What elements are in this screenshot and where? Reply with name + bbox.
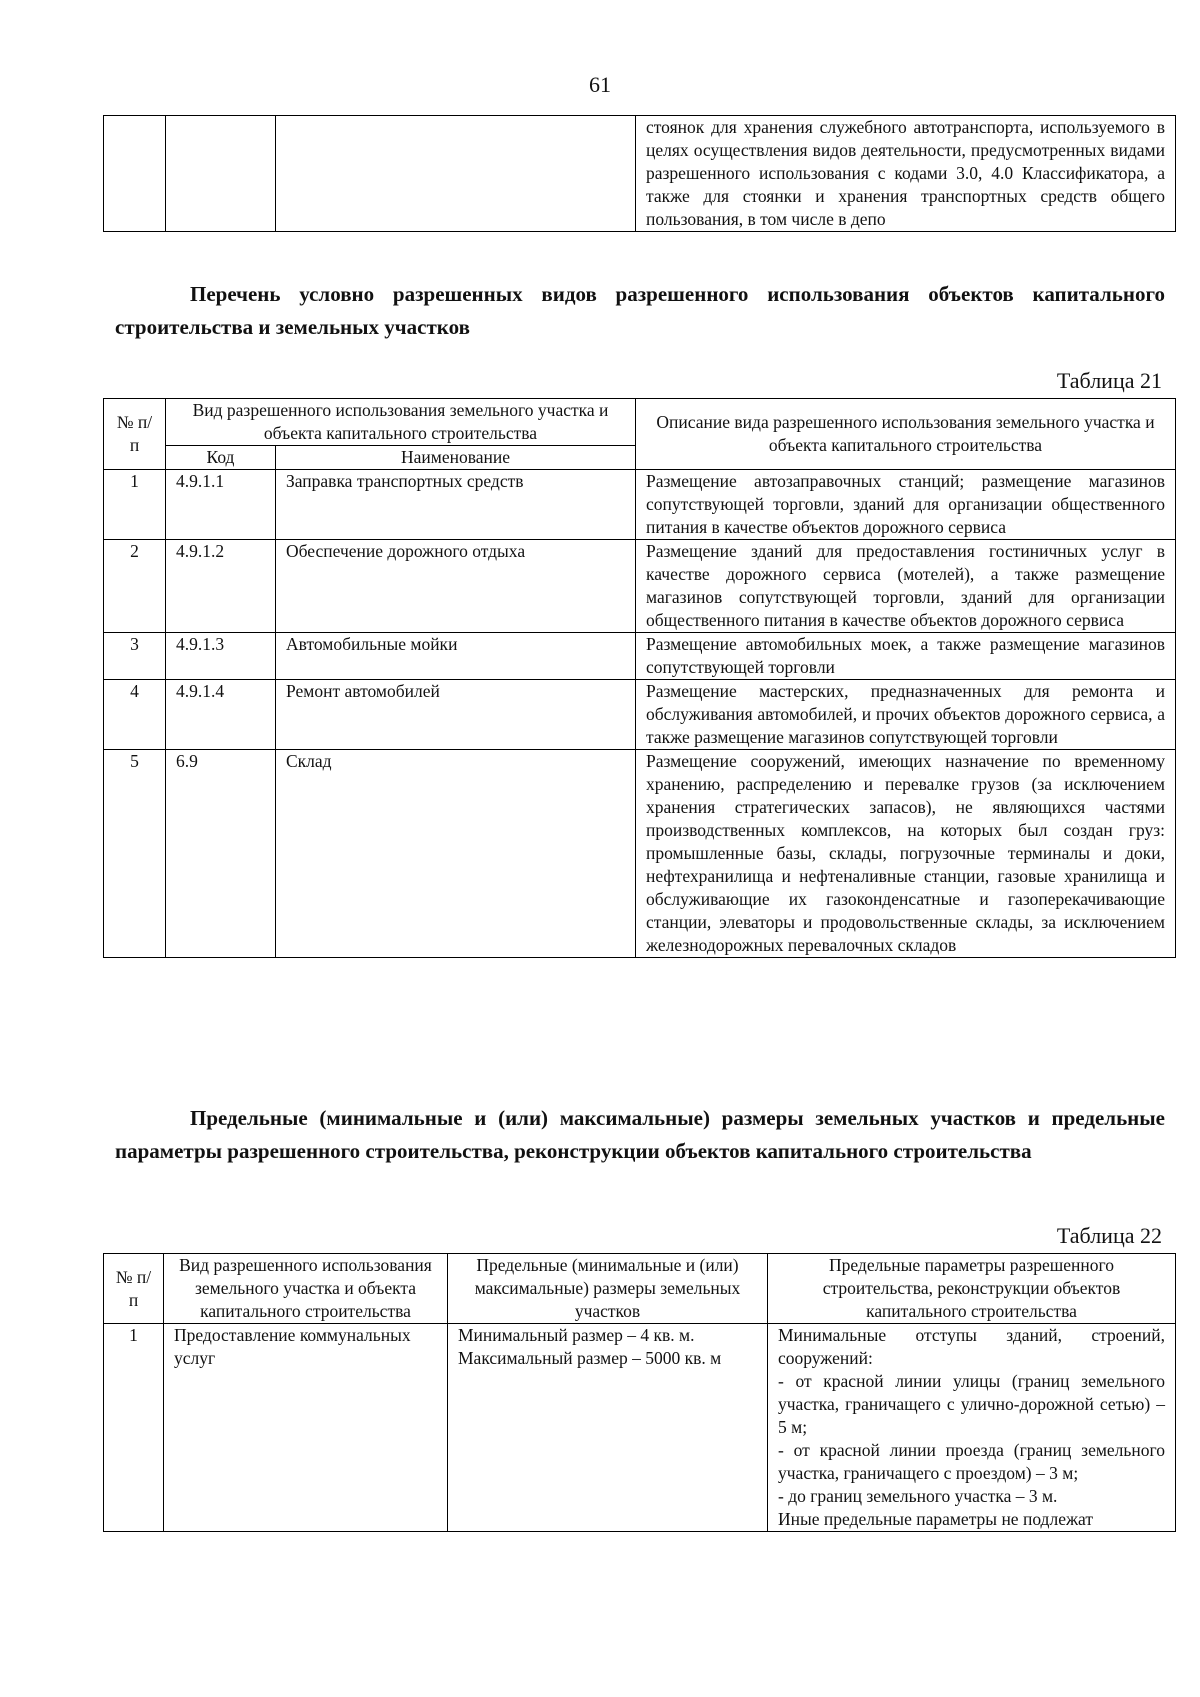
row-desc: Размещение мастерских, предназначенных для ремонта и обслуживания автомобилей, и прочих объектов дорожного сервиса, а также размещение магазинов сопутствующей торговли <box>636 680 1176 750</box>
row-code: 4.9.1.4 <box>166 680 276 750</box>
header-desc: Описание вида разрешенного использования земельного участка и объекта капитального строительства <box>636 399 1176 470</box>
table21-caption: Таблица 21 <box>1056 368 1162 393</box>
row-code: 4.9.1.2 <box>166 540 276 633</box>
table-row <box>104 116 1176 232</box>
table-header-row <box>104 1254 1176 1324</box>
heading-conditional-uses: Перечень условно разрешенных видов разрешенного использования объектов капитального строительства и земельных участков <box>115 282 1165 339</box>
row-num: 5 <box>104 750 166 958</box>
table-header-row <box>104 399 1176 446</box>
row-params <box>768 1324 1176 1532</box>
params-line: Минимальные отступы зданий, строений, сооружений: <box>778 1325 1165 1368</box>
params-line: - от красной линии улицы (границ земельного участка, граничащего с улично-дорожной сетью) – 5 м; <box>778 1371 1165 1437</box>
table-21 <box>103 398 1176 958</box>
table22-caption: Таблица 22 <box>1056 1223 1162 1248</box>
page-number: 61 <box>589 72 611 97</box>
row-name: Склад <box>276 750 636 958</box>
size-max: Максимальный размер – 5000 кв. м <box>458 1348 722 1368</box>
header-code: Код <box>166 446 276 470</box>
table-row <box>104 540 1176 633</box>
table-cell <box>276 116 636 232</box>
header-sizes: Предельные (минимальные и (или) максимальные) размеры земельных участков <box>448 1254 768 1324</box>
row-name: Ремонт автомобилей <box>276 680 636 750</box>
heading-size-limits: Предельные (минимальные и (или) максимальные) размеры земельных участков и предельные параметры разрешенного строительства, реконструкции объектов капитального строительства <box>115 1106 1165 1163</box>
row-kind: Предоставление коммунальных услуг <box>164 1324 448 1532</box>
row-desc: Размещение сооружений, имеющих назначение по временному хранению, распределению и перевалке грузов (за исключением хранения стратегических запасов), не являющихся частями производственных комплексов, на которых был создан груз: промышленные базы, склады, погрузочные терминалы и доки, нефтехранилища и нефтеналивные станции, газовые хранилища и обслуживающие их газоконденсатные и газоперекачивающие станции, элеваторы и продовольственные склады, за исключением железнодорожных перевалочных складов <box>636 750 1176 958</box>
row-num: 3 <box>104 633 166 680</box>
header-kind: Вид разрешенного использования земельного участка и объекта капитального строительства <box>164 1254 448 1324</box>
header-kind: Вид разрешенного использования земельного участка и объекта капитального строительства <box>166 399 636 446</box>
table-22 <box>103 1253 1176 1532</box>
params-line: Иные предельные параметры не подлежат <box>778 1509 1094 1529</box>
row-name: Обеспечение дорожного отдыха <box>276 540 636 633</box>
row-desc: Размещение автомобильных моек, а также размещение магазинов сопутствующей торговли <box>636 633 1176 680</box>
row-code: 4.9.1.3 <box>166 633 276 680</box>
row-num: 4 <box>104 680 166 750</box>
table-row <box>104 633 1176 680</box>
row-desc: Размещение автозаправочных станций; размещение магазинов сопутствующей торговли, зданий для организации общественного питания в качестве объектов дорожного сервиса <box>636 470 1176 540</box>
params-line: - до границ земельного участка – 3 м. <box>778 1486 1058 1506</box>
continuation-text: стоянок для хранения служебного автотранспорта, используемого в целях осуществления видов деятельности, предусмотренных видами разрешенного использования с кодами 3.0, 4.0 Классификатора, а также для стоянки и хранения транспортных средств общего пользования, в том числе в депо <box>636 116 1176 232</box>
row-name: Заправка транспортных средств <box>276 470 636 540</box>
row-desc: Размещение зданий для предоставления гостиничных услуг в качестве дорожного сервиса (мотелей), а также размещение магазинов сопутствующей торговли, зданий для организации общественного питания в качестве объектов дорожного сервиса <box>636 540 1176 633</box>
header-num: № п/п <box>104 399 166 470</box>
row-num: 1 <box>104 470 166 540</box>
header-params: Предельные параметры разрешенного строительства, реконструкции объектов капитального строительства <box>768 1254 1176 1324</box>
size-min: Минимальный размер – 4 кв. м. <box>458 1325 695 1345</box>
row-num: 1 <box>104 1324 164 1532</box>
row-code: 4.9.1.1 <box>166 470 276 540</box>
header-name: Наименование <box>276 446 636 470</box>
table-row <box>104 680 1176 750</box>
row-name: Автомобильные мойки <box>276 633 636 680</box>
row-code: 6.9 <box>166 750 276 958</box>
table-row <box>104 470 1176 540</box>
table-row <box>104 1324 1176 1532</box>
params-line: - от красной линии проезда (границ земельного участка, граничащего с проездом) – 3 м; <box>778 1440 1165 1483</box>
table-row <box>104 750 1176 958</box>
row-sizes <box>448 1324 768 1532</box>
header-num: № п/п <box>104 1254 164 1324</box>
table-cell <box>166 116 276 232</box>
table-cell <box>104 116 166 232</box>
continuation-table <box>103 115 1176 232</box>
row-num: 2 <box>104 540 166 633</box>
